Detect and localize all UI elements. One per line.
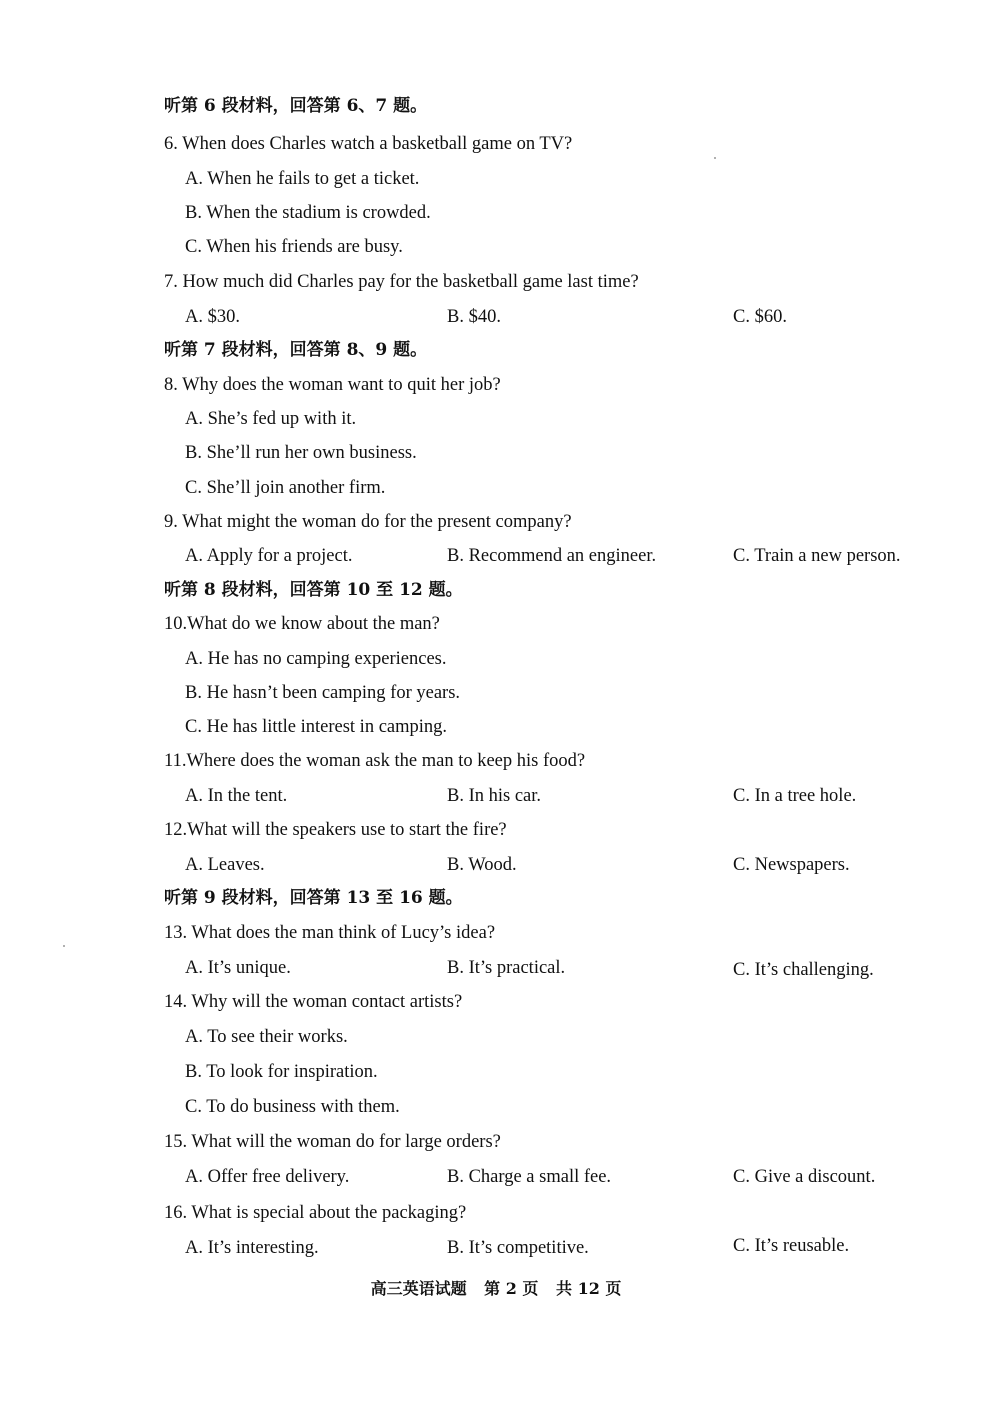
q12-option-c: C. Newspapers. — [733, 855, 850, 875]
footer-page-number: 第 2 页 — [484, 1279, 539, 1298]
q8-option-c: C. She’ll join another firm. — [185, 478, 386, 498]
q14-option-c: C. To do business with them. — [185, 1097, 400, 1117]
q9-option-b: B. Recommend an engineer. — [447, 546, 657, 566]
q15-option-c: C. Give a discount. — [733, 1167, 876, 1187]
q12-option-a: A. Leaves. — [185, 855, 265, 875]
footer-total-pages: 共 12 页 — [556, 1279, 622, 1298]
section-heading-8: 听第 8 段材料，回答第 10 至 12 题。 — [164, 580, 463, 600]
question-9: 9. What might the woman do for the present company? — [164, 512, 572, 532]
q10-option-a: A. He has no camping experiences. — [185, 649, 447, 669]
q6-option-a: A. When he fails to get a ticket. — [185, 169, 420, 189]
q6-option-c: C. When his friends are busy. — [185, 237, 403, 257]
question-10: 10.What do we know about the man? — [164, 614, 440, 634]
question-11: 11.Where does the woman ask the man to keep his food? — [164, 751, 586, 771]
q9-option-a: A. Apply for a project. — [185, 546, 353, 566]
question-12: 12.What will the speakers use to start the fire? — [164, 820, 507, 840]
q12-option-b: B. Wood. — [447, 855, 517, 875]
q8-option-a: A. She’s fed up with it. — [185, 409, 357, 429]
footer-exam-title: 高三英语试题 — [370, 1279, 467, 1298]
q6-option-b: B. When the stadium is crowded. — [185, 203, 431, 223]
q16-option-c: C. It’s reusable. — [733, 1236, 850, 1256]
question-13: 13. What does the man think of Lucy’s idea? — [164, 923, 496, 943]
page-footer — [0, 1276, 992, 1299]
q9-option-c: C. Train a new person. — [733, 546, 901, 566]
q11-option-c: C. In a tree hole. — [733, 786, 857, 806]
q13-option-a: A. It’s unique. — [185, 958, 291, 978]
q13-option-c: C. It’s challenging. — [733, 960, 874, 980]
question-16: 16. What is special about the packaging? — [164, 1203, 467, 1223]
q15-option-b: B. Charge a small fee. — [447, 1167, 612, 1187]
question-15: 15. What will the woman do for large orders? — [164, 1132, 501, 1152]
q7-option-a: A. $30. — [185, 307, 240, 327]
question-6: 6. When does Charles watch a basketball game on TV? — [164, 134, 573, 154]
scan-speck — [63, 945, 65, 947]
section-heading-6: 听第 6 段材料，回答第 6、7 题。 — [164, 96, 428, 116]
q11-option-a: A. In the tent. — [185, 786, 288, 806]
question-7: 7. How much did Charles pay for the basketball game last time? — [164, 272, 639, 292]
q7-option-b: B. $40. — [447, 307, 501, 327]
q13-option-b: B. It’s practical. — [447, 958, 566, 978]
scan-speck — [714, 157, 716, 159]
q7-option-c: C. $60. — [733, 307, 787, 327]
q14-option-b: B. To look for inspiration. — [185, 1062, 378, 1082]
q16-option-a: A. It’s interesting. — [185, 1238, 319, 1258]
q11-option-b: B. In his car. — [447, 786, 542, 806]
q15-option-a: A. Offer free delivery. — [185, 1167, 350, 1187]
q10-option-c: C. He has little interest in camping. — [185, 717, 448, 737]
q8-option-b: B. She’ll run her own business. — [185, 443, 417, 463]
question-8: 8. Why does the woman want to quit her job? — [164, 375, 501, 395]
q10-option-b: B. He hasn’t been camping for years. — [185, 683, 461, 703]
q14-option-a: A. To see their works. — [185, 1027, 348, 1047]
section-heading-7: 听第 7 段材料，回答第 8、9 题。 — [164, 340, 428, 360]
question-14: 14. Why will the woman contact artists? — [164, 992, 463, 1012]
q16-option-b: B. It’s competitive. — [447, 1238, 589, 1258]
section-heading-9: 听第 9 段材料，回答第 13 至 16 题。 — [164, 888, 463, 908]
